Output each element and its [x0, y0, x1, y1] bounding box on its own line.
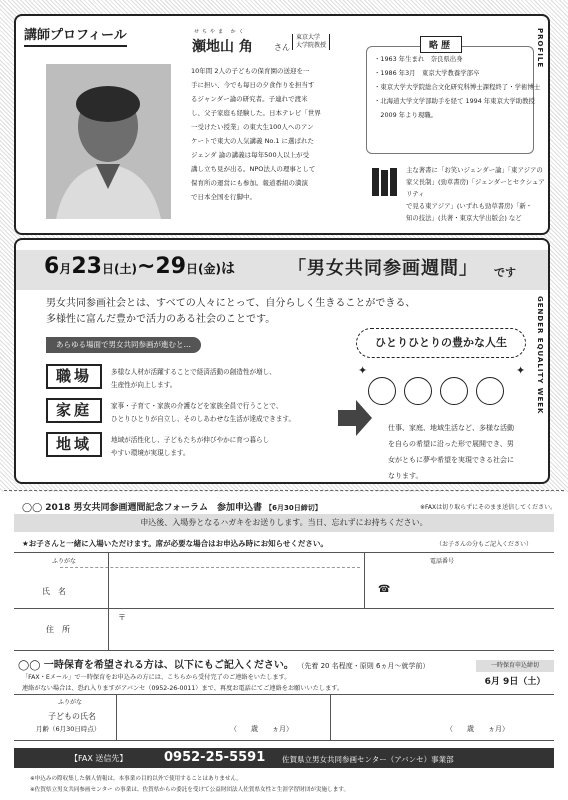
date-start: 23: [71, 254, 102, 279]
week-intro: 男女共同参画社会とは、すべての人々にとって、自分らしく生きることができる、 多様性に富んだ豊かで活力のある社会のことです。: [46, 298, 416, 325]
honorific: さん: [274, 43, 290, 52]
child-name-field-2[interactable]: [334, 696, 544, 738]
childcare-title: 一時保育を希望される方は、以下にもご記入ください。: [43, 660, 294, 671]
smile-face-icon-1: [368, 377, 396, 405]
month-char: 月: [59, 262, 72, 276]
postal-mark: 〒: [118, 613, 126, 622]
gender-equality-week-card: [14, 238, 550, 484]
name-field[interactable]: [110, 572, 360, 608]
desc-community: 地域が活性化し、子どもたちが伸びやかに育つ暮らし やすい環境が実現します。: [111, 436, 270, 457]
form-title-row: [22, 500, 322, 513]
speaker-name: 瀬地山 角: [192, 39, 253, 55]
career-list: ・1963 年生まれ 奈良県出身 ・1986 年3月 東京大学教養学部卒 ・東京大学大学院総合文化研究科博士課程終了・学術博士 ・北海道大学文学部助手を経て 1994 年東京大学助教授 2009 年より現職。: [374, 55, 541, 119]
career-title: 略歴: [420, 36, 462, 53]
table-bottom-line: [14, 650, 554, 651]
particle-ha: は: [221, 261, 236, 277]
week-pill: あらゆる場面で男女共同参画が進むと…: [46, 337, 201, 353]
form-star-note: ★お子さんと一緒に入場いただけます。席が必要な場合はお申込み時にお知らせください。: [22, 539, 328, 548]
label-home: 家庭: [46, 398, 102, 423]
glasses-icon-2: ◯◯: [18, 660, 41, 671]
profile-card: [14, 14, 550, 235]
sparkle-icon-left: ✦: [358, 364, 368, 377]
speaker-silhouette: [46, 64, 171, 219]
speaker-bio: 10年間 2人の子どもの保育園の送迎を一 手に担い、今でも毎日の夕食作りを担当す るジャンダー論の研究者。子連れで渡米 し、父子家庭も経験した。日本テレビ「世界 一受けたい授業」の東大生100人へのアン ケートで東大の人気講義 No.1 に選ばれた ジェンダ 論の講義は毎年500人以上が受 講し立ち見が出る。NPO法人の理事として 保育所の運営にも参加。報道番組の満演 で日本全国を行脚中。: [191, 67, 321, 201]
office-name: 佐賀県立男女共同参画センター（アバンセ）事業部: [282, 755, 454, 764]
fax-note: ※FAXは切り取らずにそのまま送信してください。: [420, 504, 557, 511]
date-tilde: ~: [136, 254, 156, 279]
profile-heading: 講師プロフィール: [24, 24, 127, 47]
cut-line: [4, 490, 564, 491]
age-unit-1: （ 歳 ヵ月）: [230, 725, 293, 733]
label-workplace: 職場: [46, 364, 102, 389]
furigana-label: ふりがな: [52, 558, 77, 565]
form-notice: 申込後、入場券となるハガキをお送りします。当日、忘れずにお持ちください。: [14, 514, 554, 532]
speaker-photo: [46, 64, 171, 219]
cloud-bubble: ひとりひとりの豊かな人生: [356, 328, 526, 358]
age-unit-2: （ 歳 ヵ月）: [446, 725, 509, 733]
address-field[interactable]: [110, 610, 550, 650]
sparkle-icon-right: ✦: [516, 364, 526, 377]
cc-deadline: 6月 9日（土）: [484, 677, 546, 687]
table-col-line: [108, 552, 109, 650]
phone-label: 電話番号: [430, 558, 455, 565]
address-label: 住 所: [46, 625, 70, 634]
fax-label: 【FAX 送信先】: [70, 754, 128, 763]
table-mid-line: [14, 608, 554, 609]
table-top-line: [14, 552, 554, 553]
child-table-top: [14, 694, 554, 695]
form-title: 2018 男女共同参画週間記念フォーラム 参加申込書: [45, 503, 262, 513]
week-desu: です: [494, 266, 516, 279]
footnote-2: ※佐賀県立男女共同参画センター の事業は、佐賀県からの委託を受けて公益財団法人佐賀県女性と生涯学習財団が実施します。: [30, 787, 350, 793]
smile-face-icon-3: [440, 377, 468, 405]
child-col-line: [116, 694, 117, 740]
name-ruby: せちやま かく: [194, 29, 247, 35]
week-vertical-label: GENDER EQUALITY WEEK: [536, 296, 544, 415]
form-star-paren: （お子さんの分もご記入ください）: [436, 541, 533, 548]
smile-face-icon-2: [404, 377, 432, 405]
form-deadline: 【6月30日締切】: [265, 504, 322, 512]
speaker-affiliation: 東京大学 大学院教授: [292, 34, 330, 50]
childcare-note: 「FAX・Eメール」で一時保育をお申込みの方には、こちらから受付完了のご連絡をいたします。 連絡がない場合は、恐れ入りますがアバンセ（0952-26-0011）まで、再度お電話にてご連絡をお願いいたします。: [22, 674, 344, 692]
books-text: 主な著書に「お笑いジェンダー論」「東アジアの 家父長制」(勁草書房)「ジェンダーとセクシュアリティ で見る東アジア」(いずれも勁草書房)「新・ 知の技法」(共著・東京大学出版会) など: [406, 166, 545, 222]
name-label: 氏 名: [42, 587, 66, 596]
week-dates: 6月23日(土)~29日(金)は: [44, 254, 236, 279]
date-end: 29: [155, 254, 187, 279]
table-col-line-2: [364, 552, 365, 608]
footnote-1: ※申込みの際収集した個人情報は、本事業の目的以外で使用することはありません。: [30, 776, 242, 782]
phone-field[interactable]: [392, 570, 552, 606]
weekday-end: 金: [203, 262, 216, 276]
day-char-1: 日: [101, 262, 114, 276]
profile-vertical-label: PROFILE: [536, 28, 544, 69]
childcare-sub: （先着 20 名程度・原則 6ヵ月～就学前）: [297, 662, 430, 670]
phone-icon: ☎: [378, 584, 391, 595]
day-char-2: 日: [186, 262, 199, 276]
desc-workplace: 多様な人材が活躍することで経済活動の創造性が増し、 生産性が向上します。: [111, 368, 276, 389]
weekday-start: 土: [119, 262, 132, 276]
fax-number: 0952-25-5591: [164, 750, 266, 765]
child-table-bottom: [14, 740, 554, 741]
furigana-line: [60, 567, 360, 568]
smile-face-icon-4: [476, 377, 504, 405]
result-text: 仕事、家庭、地域生活など、多様な活動 を自らの希望に沿った形で展開でき、男 女がともに夢や希望を実現できる社会に なります。: [388, 424, 514, 480]
childcare-title-row: [18, 656, 429, 671]
label-community: 地域: [46, 432, 102, 457]
cc-deadline-label: 一時保育申込締切: [476, 660, 554, 672]
week-title: 「男女共同参画週間」: [288, 258, 478, 279]
child-furigana-label: ふりがな: [58, 699, 83, 706]
child-name-label: 子どもの氏名: [48, 712, 96, 721]
week-title-text: 男女共同参画週間: [307, 258, 459, 279]
date-month: 6: [44, 254, 60, 279]
child-col-line-2: [330, 694, 331, 740]
glasses-icon: ◯◯: [22, 503, 43, 513]
child-age-label: 月齢（6月30日時点）: [36, 725, 101, 733]
book-icon: [370, 166, 400, 204]
arrow-right-icon: [338, 400, 372, 440]
desc-home: 家事・子育て・家族の介護などを家族全員で行うことで、 ひとりひとりが自立し、そのしあわせな生活が達成できます。: [111, 402, 296, 423]
